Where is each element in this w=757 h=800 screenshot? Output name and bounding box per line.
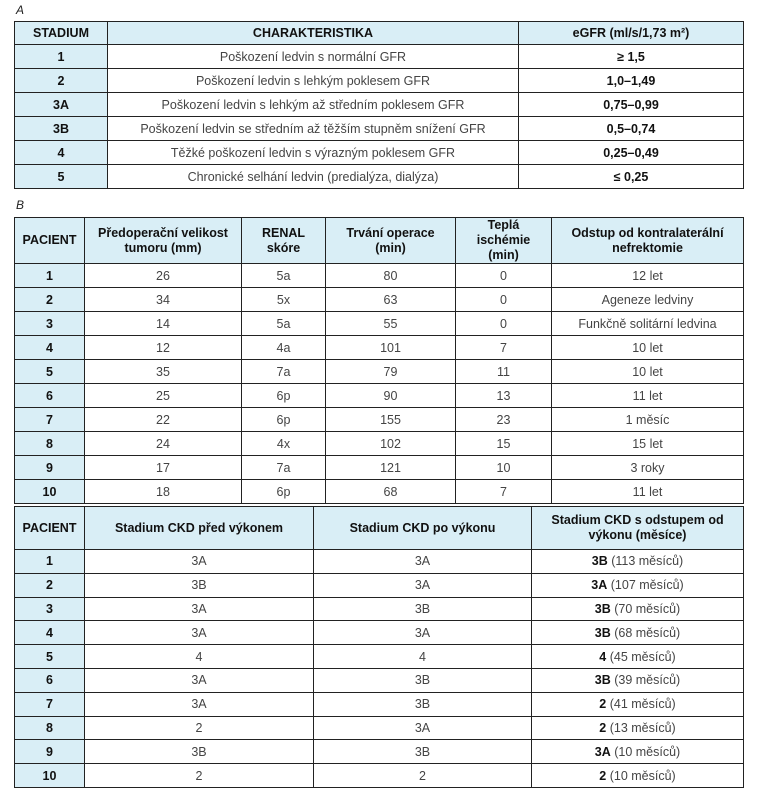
stage-later-months: (39 měsíců)	[610, 673, 681, 688]
egfr-cell: ≥ 1,5	[519, 45, 744, 69]
table-cell: 55	[326, 312, 456, 336]
stage-later-value: 2	[599, 768, 607, 783]
column-header: Stadium CKD s odstupem od výkonu (měsíce)	[532, 507, 744, 550]
stage-later-value: 4	[599, 649, 607, 664]
table-row	[15, 597, 744, 621]
column-header: eGFR (ml/s/1,73 m²)	[519, 22, 744, 45]
stage-after-cell: 4	[314, 645, 532, 669]
stage-after-cell: 3A	[314, 716, 532, 740]
table-cell: 10 let	[552, 336, 744, 360]
table-row	[15, 432, 744, 456]
stage-later-cell	[532, 645, 744, 669]
stage-later-cell	[532, 550, 744, 574]
stage-cell: 5	[15, 165, 108, 189]
table-cell: Funkčně solitární ledvina	[552, 312, 744, 336]
table-row	[15, 550, 744, 574]
table-header-row	[15, 218, 744, 264]
stage-later-months: (10 měsíců)	[610, 744, 681, 759]
stage-later-months: (41 měsíců)	[606, 697, 676, 712]
stage-later-months: (70 měsíců)	[610, 601, 681, 616]
patient-surgery-table	[14, 217, 744, 504]
egfr-cell: 1,0–1,49	[519, 69, 744, 93]
table-cell: 101	[326, 336, 456, 360]
table-row	[15, 165, 744, 189]
stage-later-value: 2	[599, 720, 607, 735]
stage-cell: 2	[15, 69, 108, 93]
table-row	[15, 264, 744, 288]
table-row	[15, 692, 744, 716]
stage-later-value: 2	[599, 697, 607, 712]
stage-later-value: 3B	[594, 673, 611, 688]
stage-after-cell: 3B	[314, 668, 532, 692]
table-cell: 0	[456, 264, 552, 288]
table-row	[15, 93, 744, 117]
table-row	[15, 645, 744, 669]
table-row	[15, 764, 744, 788]
stage-later-cell	[532, 621, 744, 645]
stage-after-cell: 3A	[314, 573, 532, 597]
column-header: RENAL skóre	[242, 218, 326, 264]
stage-later-cell	[532, 764, 744, 788]
stage-before-cell: 4	[85, 645, 314, 669]
table-cell: 6p	[242, 384, 326, 408]
table-cell: 7	[456, 336, 552, 360]
table-row	[15, 360, 744, 384]
patient-cell: 5	[15, 645, 85, 669]
ckd-stage-table	[14, 21, 744, 189]
column-header: Trvání operace (min)	[326, 218, 456, 264]
patient-cell: 5	[15, 360, 85, 384]
stage-later-months: (107 měsíců)	[607, 578, 684, 593]
stage-before-cell: 2	[85, 764, 314, 788]
stage-later-months: (13 měsíců)	[606, 720, 676, 735]
egfr-cell: 0,25–0,49	[519, 141, 744, 165]
stage-later-value: 3A	[594, 744, 611, 759]
table-cell: 102	[326, 432, 456, 456]
table-cell: 121	[326, 456, 456, 480]
table-row	[15, 456, 744, 480]
column-header: Odstup od kontralaterální nefrektomie	[552, 218, 744, 264]
column-header: Stadium CKD před výkonem	[85, 507, 314, 550]
table-cell: 5x	[242, 288, 326, 312]
table-cell: 4x	[242, 432, 326, 456]
table-row	[15, 141, 744, 165]
stage-later-value: 3B	[594, 601, 611, 616]
table-row	[15, 408, 744, 432]
table-cell: 18	[85, 480, 242, 504]
patient-cell: 9	[15, 456, 85, 480]
stage-later-value: 3B	[591, 554, 608, 569]
column-header: CHARAKTERISTIKA	[108, 22, 519, 45]
table-cell: 79	[326, 360, 456, 384]
patient-cell: 2	[15, 288, 85, 312]
stage-later-cell	[532, 716, 744, 740]
table-cell: 7a	[242, 456, 326, 480]
table-cell: 5a	[242, 312, 326, 336]
table-cell: 23	[456, 408, 552, 432]
table-cell: 22	[85, 408, 242, 432]
table-row	[15, 480, 744, 504]
column-header: PACIENT	[15, 507, 85, 550]
table-row	[15, 384, 744, 408]
table-cell: 11 let	[552, 480, 744, 504]
egfr-cell: 0,75–0,99	[519, 93, 744, 117]
stage-before-cell: 3A	[85, 692, 314, 716]
column-header: PACIENT	[15, 218, 85, 264]
table-cell: 3 roky	[552, 456, 744, 480]
table-cell: 14	[85, 312, 242, 336]
column-header: Teplá ischémie (min)	[456, 218, 552, 264]
table-cell: 90	[326, 384, 456, 408]
patient-cell: 6	[15, 668, 85, 692]
patient-cell: 8	[15, 432, 85, 456]
stage-later-months: (45 měsíců)	[606, 649, 676, 664]
table-row	[15, 288, 744, 312]
table-cell: 155	[326, 408, 456, 432]
patient-cell: 4	[15, 336, 85, 360]
stage-later-cell	[532, 692, 744, 716]
stage-later-months: (113 měsíců)	[607, 554, 684, 569]
table-cell: 7a	[242, 360, 326, 384]
patient-cell: 6	[15, 384, 85, 408]
table-cell: Ageneze ledviny	[552, 288, 744, 312]
table-row	[15, 69, 744, 93]
table-row	[15, 312, 744, 336]
table-cell: 13	[456, 384, 552, 408]
patient-cell: 2	[15, 573, 85, 597]
table-cell: 11	[456, 360, 552, 384]
stage-before-cell: 3A	[85, 550, 314, 574]
stage-after-cell: 3A	[314, 621, 532, 645]
stage-before-cell: 2	[85, 716, 314, 740]
egfr-cell: ≤ 0,25	[519, 165, 744, 189]
stage-later-cell	[532, 668, 744, 692]
table-cell: 4a	[242, 336, 326, 360]
table-cell: 6p	[242, 408, 326, 432]
stage-cell: 4	[15, 141, 108, 165]
table-cell: 5a	[242, 264, 326, 288]
patient-cell: 8	[15, 716, 85, 740]
table-row	[15, 716, 744, 740]
table-cell: 80	[326, 264, 456, 288]
stage-later-value: 3A	[591, 578, 608, 593]
table-cell: 15 let	[552, 432, 744, 456]
patient-cell: 10	[15, 764, 85, 788]
stage-before-cell: 3A	[85, 597, 314, 621]
characteristic-cell: Chronické selhání ledvin (predialýza, dialýza)	[108, 165, 519, 189]
stage-after-cell: 2	[314, 764, 532, 788]
characteristic-cell: Těžké poškození ledvin s výrazným poklesem GFR	[108, 141, 519, 165]
stage-later-cell	[532, 597, 744, 621]
table-cell: 25	[85, 384, 242, 408]
stage-after-cell: 3B	[314, 740, 532, 764]
column-header: Předoperační velikost tumoru (mm)	[85, 218, 242, 264]
table-cell: 12 let	[552, 264, 744, 288]
egfr-cell: 0,5–0,74	[519, 117, 744, 141]
table-cell: 10 let	[552, 360, 744, 384]
table-cell: 1 měsíc	[552, 408, 744, 432]
table-cell: 68	[326, 480, 456, 504]
table-row	[15, 45, 744, 69]
table-cell: 11 let	[552, 384, 744, 408]
section-a-label: A	[16, 3, 25, 17]
table-cell: 35	[85, 360, 242, 384]
stage-before-cell: 3A	[85, 621, 314, 645]
stage-after-cell: 3B	[314, 597, 532, 621]
table-row	[15, 668, 744, 692]
stage-before-cell: 3B	[85, 573, 314, 597]
table-cell: 24	[85, 432, 242, 456]
characteristic-cell: Poškození ledvin se středním až těžším stupněm snížení GFR	[108, 117, 519, 141]
table-row	[15, 740, 744, 764]
patient-cell: 3	[15, 597, 85, 621]
table-cell: 15	[456, 432, 552, 456]
column-header: STADIUM	[15, 22, 108, 45]
patient-cell: 1	[15, 264, 85, 288]
stage-later-value: 3B	[594, 625, 611, 640]
stage-later-months: (10 měsíců)	[606, 768, 676, 783]
stage-after-cell: 3B	[314, 692, 532, 716]
patient-cell: 9	[15, 740, 85, 764]
patient-cell: 7	[15, 692, 85, 716]
table-cell: 6p	[242, 480, 326, 504]
characteristic-cell: Poškození ledvin s normální GFR	[108, 45, 519, 69]
stage-cell: 3A	[15, 93, 108, 117]
table-row	[15, 336, 744, 360]
table-row	[15, 573, 744, 597]
table-header-row	[15, 507, 744, 550]
section-b-label: B	[16, 198, 25, 212]
table-row	[15, 117, 744, 141]
table-cell: 63	[326, 288, 456, 312]
characteristic-cell: Poškození ledvin s lehkým až středním poklesem GFR	[108, 93, 519, 117]
column-header: Stadium CKD po výkonu	[314, 507, 532, 550]
stage-later-cell	[532, 740, 744, 764]
stage-later-months: (68 měsíců)	[610, 625, 681, 640]
table-cell: 26	[85, 264, 242, 288]
stage-before-cell: 3B	[85, 740, 314, 764]
stage-later-cell	[532, 573, 744, 597]
patient-cell: 10	[15, 480, 85, 504]
patient-cell: 1	[15, 550, 85, 574]
ckd-progression-table	[14, 506, 744, 788]
table-row	[15, 621, 744, 645]
stage-cell: 1	[15, 45, 108, 69]
patient-cell: 4	[15, 621, 85, 645]
patient-cell: 3	[15, 312, 85, 336]
table-cell: 0	[456, 312, 552, 336]
table-cell: 12	[85, 336, 242, 360]
patient-cell: 7	[15, 408, 85, 432]
stage-after-cell: 3A	[314, 550, 532, 574]
table-header-row	[15, 22, 744, 45]
table-cell: 0	[456, 288, 552, 312]
table-cell: 10	[456, 456, 552, 480]
table-cell: 7	[456, 480, 552, 504]
stage-cell: 3B	[15, 117, 108, 141]
stage-before-cell: 3A	[85, 668, 314, 692]
table-cell: 34	[85, 288, 242, 312]
table-cell: 17	[85, 456, 242, 480]
characteristic-cell: Poškození ledvin s lehkým poklesem GFR	[108, 69, 519, 93]
